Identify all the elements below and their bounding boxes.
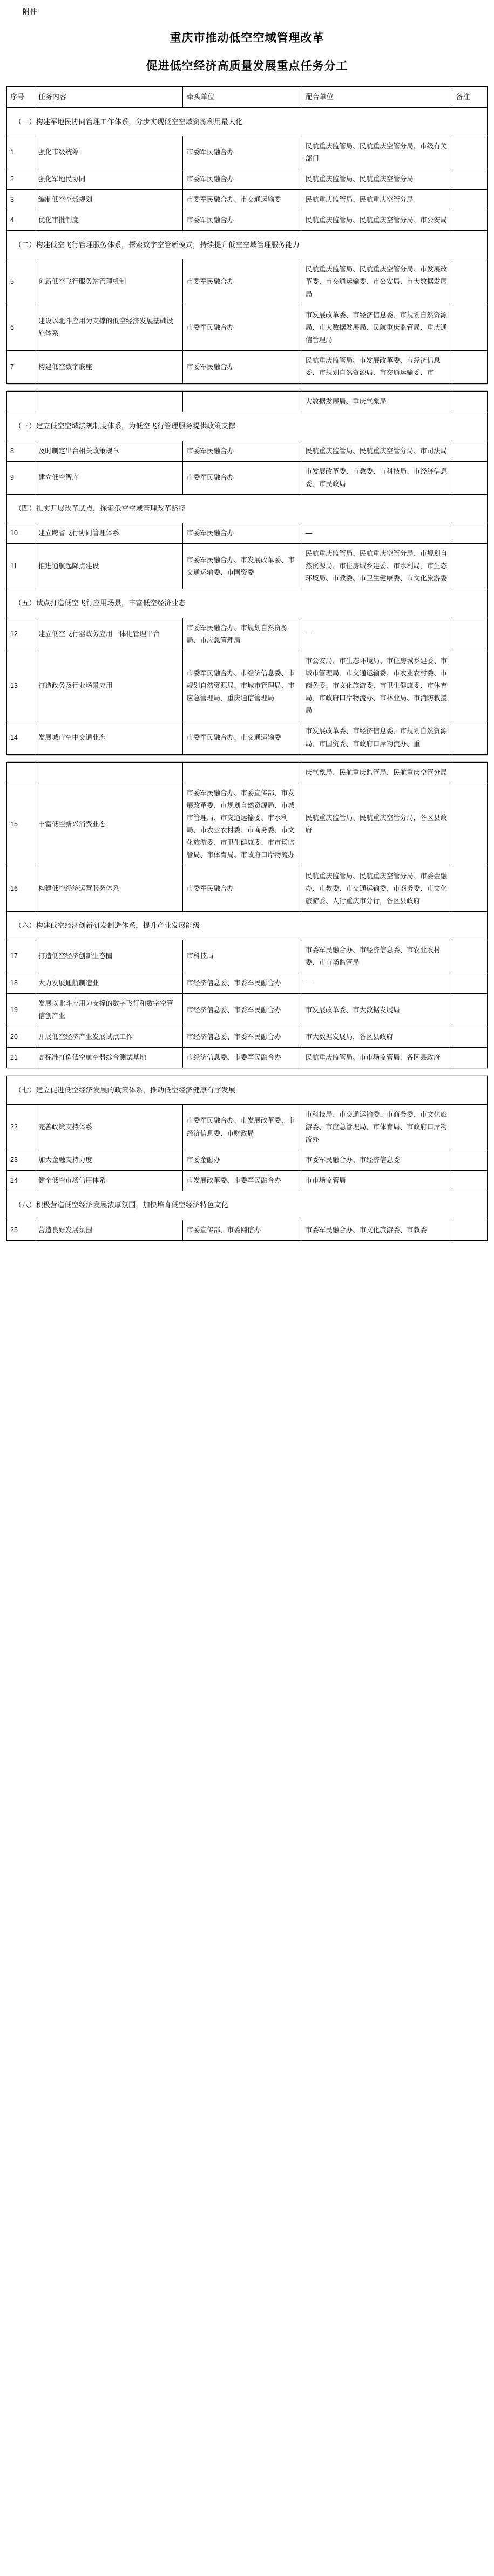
page-break-rule xyxy=(7,754,488,762)
table-row xyxy=(7,1027,488,1047)
table-row xyxy=(7,783,488,866)
section-heading-row xyxy=(7,1191,488,1220)
row-remark xyxy=(452,305,488,350)
row-task-content: 推进通航起降点建设 xyxy=(35,544,183,589)
row-task-content: 加大金融支持力度 xyxy=(35,1150,183,1171)
column-header-coop: 配合单位 xyxy=(302,86,452,107)
table-row-continuation xyxy=(7,392,488,412)
row-number: 12 xyxy=(7,618,35,651)
row-remark xyxy=(452,618,488,651)
row-task-content: 强化军地民协同 xyxy=(35,169,183,189)
section-heading-row xyxy=(7,911,488,940)
row-number: 24 xyxy=(7,1171,35,1191)
row-task-content: 健全低空市场信用体系 xyxy=(35,1171,183,1191)
row-lead-unit: 市委军民融合办 xyxy=(183,866,302,911)
row-task-content: 优化审批制度 xyxy=(35,210,183,231)
row-remark xyxy=(452,461,488,494)
row-cooperating-unit: 市委军民融合办、市经济信息委 xyxy=(302,1150,452,1171)
row-cooperating-unit: 市发展改革委、市教委、市科技局、市经济信息委、市民政局 xyxy=(302,461,452,494)
row-cooperating-unit: 市科技局、市交通运输委、市商务委、市文化旅游委、市应急管理局、市体育局、市政府口岸物流办 xyxy=(302,1104,452,1150)
row-task-content: 建立低空飞行器政务应用一体化管理平台 xyxy=(35,618,183,651)
row-lead-unit: 市委金融办 xyxy=(183,1150,302,1171)
table-row xyxy=(7,169,488,189)
row-lead-unit: 市经济信息委、市委军民融合办 xyxy=(183,973,302,994)
section-heading-row xyxy=(7,412,488,441)
row-remark xyxy=(452,351,488,384)
row-remark xyxy=(452,994,488,1027)
table-row xyxy=(7,136,488,169)
row-cooperating-unit: 市委军民融合办、市文化旅游委、市教委 xyxy=(302,1220,452,1240)
page-break-rule xyxy=(7,384,488,392)
row-task-content: 构建低空数字底座 xyxy=(35,351,183,384)
column-header-remark: 备注 xyxy=(452,86,488,107)
row-lead-unit: 市经济信息委、市委军民融合办 xyxy=(183,1027,302,1047)
row-remark xyxy=(452,190,488,210)
page-break-separator xyxy=(7,384,488,392)
row-number: 23 xyxy=(7,1150,35,1171)
table-header-row xyxy=(7,86,488,107)
table-body xyxy=(7,107,488,1240)
row-number: 18 xyxy=(7,973,35,994)
row-cooperating-unit: 民航重庆监管局、市发展改革委、市经济信息委、市规划自然资源局、市交通运输委、市 xyxy=(302,351,452,384)
table-row xyxy=(7,618,488,651)
table-row xyxy=(7,1047,488,1068)
row-cooperating-unit: — xyxy=(302,618,452,651)
row-lead-unit: 市委军民融合办 xyxy=(183,210,302,231)
row-number: 13 xyxy=(7,651,35,721)
table-row xyxy=(7,940,488,973)
row-number: 19 xyxy=(7,994,35,1027)
row-task-content-continued xyxy=(35,392,183,412)
row-number: 14 xyxy=(7,721,35,754)
row-cooperating-unit: 民航重庆监管局、民航重庆空管分局、市公安局 xyxy=(302,210,452,231)
row-task-content: 发展城市空中交通业态 xyxy=(35,721,183,754)
section-heading-row xyxy=(7,589,488,618)
table-row xyxy=(7,351,488,384)
row-remark xyxy=(452,259,488,305)
row-remark-continued xyxy=(452,762,488,783)
row-cooperating-unit: 市委军民融合办、市经济信息委、市农业农村委、市市场监管局 xyxy=(302,940,452,973)
row-task-content: 高标准打造低空航空器综合测试基地 xyxy=(35,1047,183,1068)
row-number: 6 xyxy=(7,305,35,350)
section-heading-text: （八）积极营造低空经济发展浓厚氛围，加快培育低空经济特色文化 xyxy=(7,1191,488,1220)
page-break-rule xyxy=(7,1068,488,1076)
row-remark xyxy=(452,1047,488,1068)
row-task-content: 丰富低空新兴消费业态 xyxy=(35,783,183,866)
row-remark xyxy=(452,940,488,973)
attachment-label: 附件 xyxy=(23,8,38,16)
row-cooperating-unit: 市发展改革委、市经济信息委、市规划自然资源局、市大数据发展局、民航重庆监管局、重庆通信管理局 xyxy=(302,305,452,350)
row-number: 2 xyxy=(7,169,35,189)
row-task-content: 完善政策支持体系 xyxy=(35,1104,183,1150)
row-remark xyxy=(452,169,488,189)
table-row xyxy=(7,973,488,994)
row-lead-unit: 市委军民融合办、市经济信息委、市规划自然资源局、市城市管理局、市应急管理局、重庆通信管理局 xyxy=(183,651,302,721)
section-heading-text: （四）扎实开展改革试点，探索低空空域管理改革路径 xyxy=(7,494,488,523)
task-assignment-table xyxy=(6,86,488,1241)
section-heading-text: （六）构建低空经济创新研发制造体系，提升产业发展能级 xyxy=(7,911,488,940)
table-header xyxy=(7,86,488,107)
row-cooperating-unit: — xyxy=(302,973,452,994)
row-number: 17 xyxy=(7,940,35,973)
row-cooperating-unit: 市大数据发展局，各区县政府 xyxy=(302,1027,452,1047)
document-title-line-1: 重庆市推动低空空域管理改革 xyxy=(170,31,324,44)
row-task-content: 开展低空经济产业发展试点工作 xyxy=(35,1027,183,1047)
row-lead-unit: 市委军民融合办 xyxy=(183,461,302,494)
row-cooperating-unit: 民航重庆监管局、民航重庆空管分局 xyxy=(302,169,452,189)
column-header-lead: 牵头单位 xyxy=(183,86,302,107)
row-lead-unit: 市委军民融合办、市发展改革委、市交通运输委、市国资委 xyxy=(183,544,302,589)
row-number: 8 xyxy=(7,441,35,461)
row-task-content: 打造政务及行业场景应用 xyxy=(35,651,183,721)
row-remark xyxy=(452,544,488,589)
row-task-content: 强化市级统筹 xyxy=(35,136,183,169)
row-lead-unit: 市委军民融合办 xyxy=(183,259,302,305)
row-cooperating-unit: 民航重庆监管局、民航重庆空管分局，市级有关部门 xyxy=(302,136,452,169)
row-lead-unit: 市委军民融合办、市规划自然资源局、市应急管理局 xyxy=(183,618,302,651)
row-cooperating-unit: 民航重庆监管局、民航重庆空管分局 xyxy=(302,190,452,210)
table-row xyxy=(7,441,488,461)
row-remark xyxy=(452,441,488,461)
row-number: 10 xyxy=(7,523,35,543)
table-row xyxy=(7,259,488,305)
row-task-content: 营造良好发展氛围 xyxy=(35,1220,183,1240)
row-number: 4 xyxy=(7,210,35,231)
row-cooperating-unit: 民航重庆监管局、民航重庆空管分局、市发展改革委、市交通运输委、市公安局、市大数据发展局 xyxy=(302,259,452,305)
row-cooperating-unit: — xyxy=(302,523,452,543)
row-lead-unit: 市委军民融合办 xyxy=(183,523,302,543)
table-row xyxy=(7,651,488,721)
row-remark xyxy=(452,721,488,754)
row-cooperating-unit: 民航重庆监管局、民航重庆空管分局，各区县政府 xyxy=(302,783,452,866)
row-cooperating-unit: 市发展改革委、市大数据发展局 xyxy=(302,994,452,1027)
row-remark xyxy=(452,523,488,543)
row-remark xyxy=(452,1171,488,1191)
row-lead-unit: 市委军民融合办、市委宣传部、市发展改革委、市规划自然资源局、市城市管理局、市交通运输委、市水利局、市农业农村委、市商务委、市文化旅游委、市卫生健康委、市市场监管局、市体育局、市政府口岸物流办 xyxy=(183,783,302,866)
row-lead-unit: 市委军民融合办 xyxy=(183,169,302,189)
row-task-content: 创新低空飞行服务站管理机制 xyxy=(35,259,183,305)
row-remark xyxy=(452,783,488,866)
section-heading-row xyxy=(7,494,488,523)
row-number: 3 xyxy=(7,190,35,210)
table-row xyxy=(7,523,488,543)
row-task-content: 打造低空经济创新生态圈 xyxy=(35,940,183,973)
row-cooperating-unit: 民航重庆监管局、民航重庆空管分局、市司法局 xyxy=(302,441,452,461)
table-row xyxy=(7,305,488,350)
row-remark xyxy=(452,136,488,169)
row-remark-continued xyxy=(452,392,488,412)
row-cooperating-unit-continued: 庆气象局、民航重庆监管局、民航重庆空管分局 xyxy=(302,762,452,783)
column-header-no: 序号 xyxy=(7,86,35,107)
section-heading-text: （五）试点打造低空飞行应用场景，丰富低空经济业态 xyxy=(7,589,488,618)
row-task-content: 发展以北斗应用为支撑的数字飞行和数字空管信创产业 xyxy=(35,994,183,1027)
section-heading-text: （三）建立低空空域法规制度体系，为低空飞行管理服务提供政策支撑 xyxy=(7,412,488,441)
row-task-content: 建设以北斗应用为支撑的低空经济发展基础设施体系 xyxy=(35,305,183,350)
row-remark xyxy=(452,210,488,231)
row-task-content: 大力发展通航制造业 xyxy=(35,973,183,994)
row-lead-unit: 市科技局 xyxy=(183,940,302,973)
row-cooperating-unit-continued: 大数据发展局、重庆气象局 xyxy=(302,392,452,412)
row-lead-unit: 市经济信息委、市委军民融合办 xyxy=(183,994,302,1027)
row-number: 25 xyxy=(7,1220,35,1240)
table-row xyxy=(7,461,488,494)
row-lead-unit: 市经济信息委、市委军民融合办 xyxy=(183,1047,302,1068)
page-break-separator xyxy=(7,1068,488,1076)
row-remark xyxy=(452,1150,488,1171)
table-row xyxy=(7,994,488,1027)
row-task-content: 及时制定出台相关政策规章 xyxy=(35,441,183,461)
row-task-content: 编制低空空域规划 xyxy=(35,190,183,210)
row-number: 15 xyxy=(7,783,35,866)
row-task-content: 构建低空经济运营服务体系 xyxy=(35,866,183,911)
row-number: 22 xyxy=(7,1104,35,1150)
row-number: 9 xyxy=(7,461,35,494)
row-number: 11 xyxy=(7,544,35,589)
section-heading-row xyxy=(7,231,488,259)
row-lead-unit: 市发展改革委、市委军民融合办 xyxy=(183,1171,302,1191)
table-row xyxy=(7,210,488,231)
row-cooperating-unit: 民航重庆监管局、市市场监管局，各区县政府 xyxy=(302,1047,452,1068)
row-lead-unit: 市委宣传部、市委网信办 xyxy=(183,1220,302,1240)
row-cooperating-unit: 市发展改革委、市经济信息委、市规划自然资源局、市国资委、市政府口岸物流办、重 xyxy=(302,721,452,754)
table-row xyxy=(7,1220,488,1240)
row-task-content: 建立跨省飞行协同管理体系 xyxy=(35,523,183,543)
column-header-task: 任务内容 xyxy=(35,86,183,107)
row-task-content: 建立低空智库 xyxy=(35,461,183,494)
row-lead-unit-continued xyxy=(183,762,302,783)
row-remark xyxy=(452,1220,488,1240)
row-number: 20 xyxy=(7,1027,35,1047)
table-row xyxy=(7,544,488,589)
row-lead-unit: 市委军民融合办、市交通运输委 xyxy=(183,721,302,754)
task-table-container xyxy=(0,86,494,1241)
row-lead-unit: 市委军民融合办 xyxy=(183,305,302,350)
row-lead-unit: 市委军民融合办 xyxy=(183,136,302,169)
row-number: 21 xyxy=(7,1047,35,1068)
table-row xyxy=(7,1171,488,1191)
row-remark xyxy=(452,1027,488,1047)
row-cooperating-unit: 市公安局、市生态环境局、市住房城乡建委、市城市管理局、市交通运输委、市农业农村委、市商务委、市文化旅游委、市卫生健康委、市体育局、市政府口岸物流办、市林业局、市消防救援局 xyxy=(302,651,452,721)
table-row xyxy=(7,1104,488,1150)
page-bottom-spacer xyxy=(0,1241,494,1256)
row-number: 1 xyxy=(7,136,35,169)
table-row xyxy=(7,190,488,210)
row-lead-unit: 市委军民融合办 xyxy=(183,441,302,461)
row-number: 5 xyxy=(7,259,35,305)
row-cooperating-unit: 民航重庆监管局、民航重庆空管分局、市规划自然资源局、市住房城乡建委、市水利局、市生态环境局、市教委、市卫生健康委、市文化旅游委 xyxy=(302,544,452,589)
section-heading-text: （一）构建军地民协同管理工作体系，分步实现低空空域资源利用最大化 xyxy=(7,107,488,136)
section-heading-text: （七）建立促进低空经济发展的政策体系，推动低空经济健康有序发展 xyxy=(7,1076,488,1104)
section-heading-row xyxy=(7,107,488,136)
row-number: 7 xyxy=(7,351,35,384)
table-row-continuation xyxy=(7,762,488,783)
row-remark xyxy=(452,1104,488,1150)
row-remark xyxy=(452,651,488,721)
row-task-content-continued xyxy=(35,762,183,783)
row-number-continued xyxy=(7,392,35,412)
row-cooperating-unit: 民航重庆监管局、民航重庆空管分局、市委金融办、市教委、市交通运输委、市商务委、市文化旅游委、人行重庆市分行，各区县政府 xyxy=(302,866,452,911)
row-lead-unit-continued xyxy=(183,392,302,412)
row-lead-unit: 市委军民融合办、市发展改革委、市经济信息委、市财政局 xyxy=(183,1104,302,1150)
row-remark xyxy=(452,973,488,994)
section-heading-text: （二）构建低空飞行管理服务体系，探索数字空管新模式，持续提升低空空域管理服务能力 xyxy=(7,231,488,259)
row-remark xyxy=(452,866,488,911)
row-number-continued xyxy=(7,762,35,783)
row-cooperating-unit: 市市场监管局 xyxy=(302,1171,452,1191)
document-title-line-2: 促进低空经济高质量发展重点任务分工 xyxy=(146,59,348,72)
document-page xyxy=(0,0,494,1256)
page-break-separator xyxy=(7,754,488,762)
row-lead-unit: 市委军民融合办 xyxy=(183,351,302,384)
row-number: 16 xyxy=(7,866,35,911)
section-heading-row xyxy=(7,1076,488,1104)
row-lead-unit: 市委军民融合办、市交通运输委 xyxy=(183,190,302,210)
table-row xyxy=(7,866,488,911)
table-row xyxy=(7,1150,488,1171)
table-row xyxy=(7,721,488,754)
